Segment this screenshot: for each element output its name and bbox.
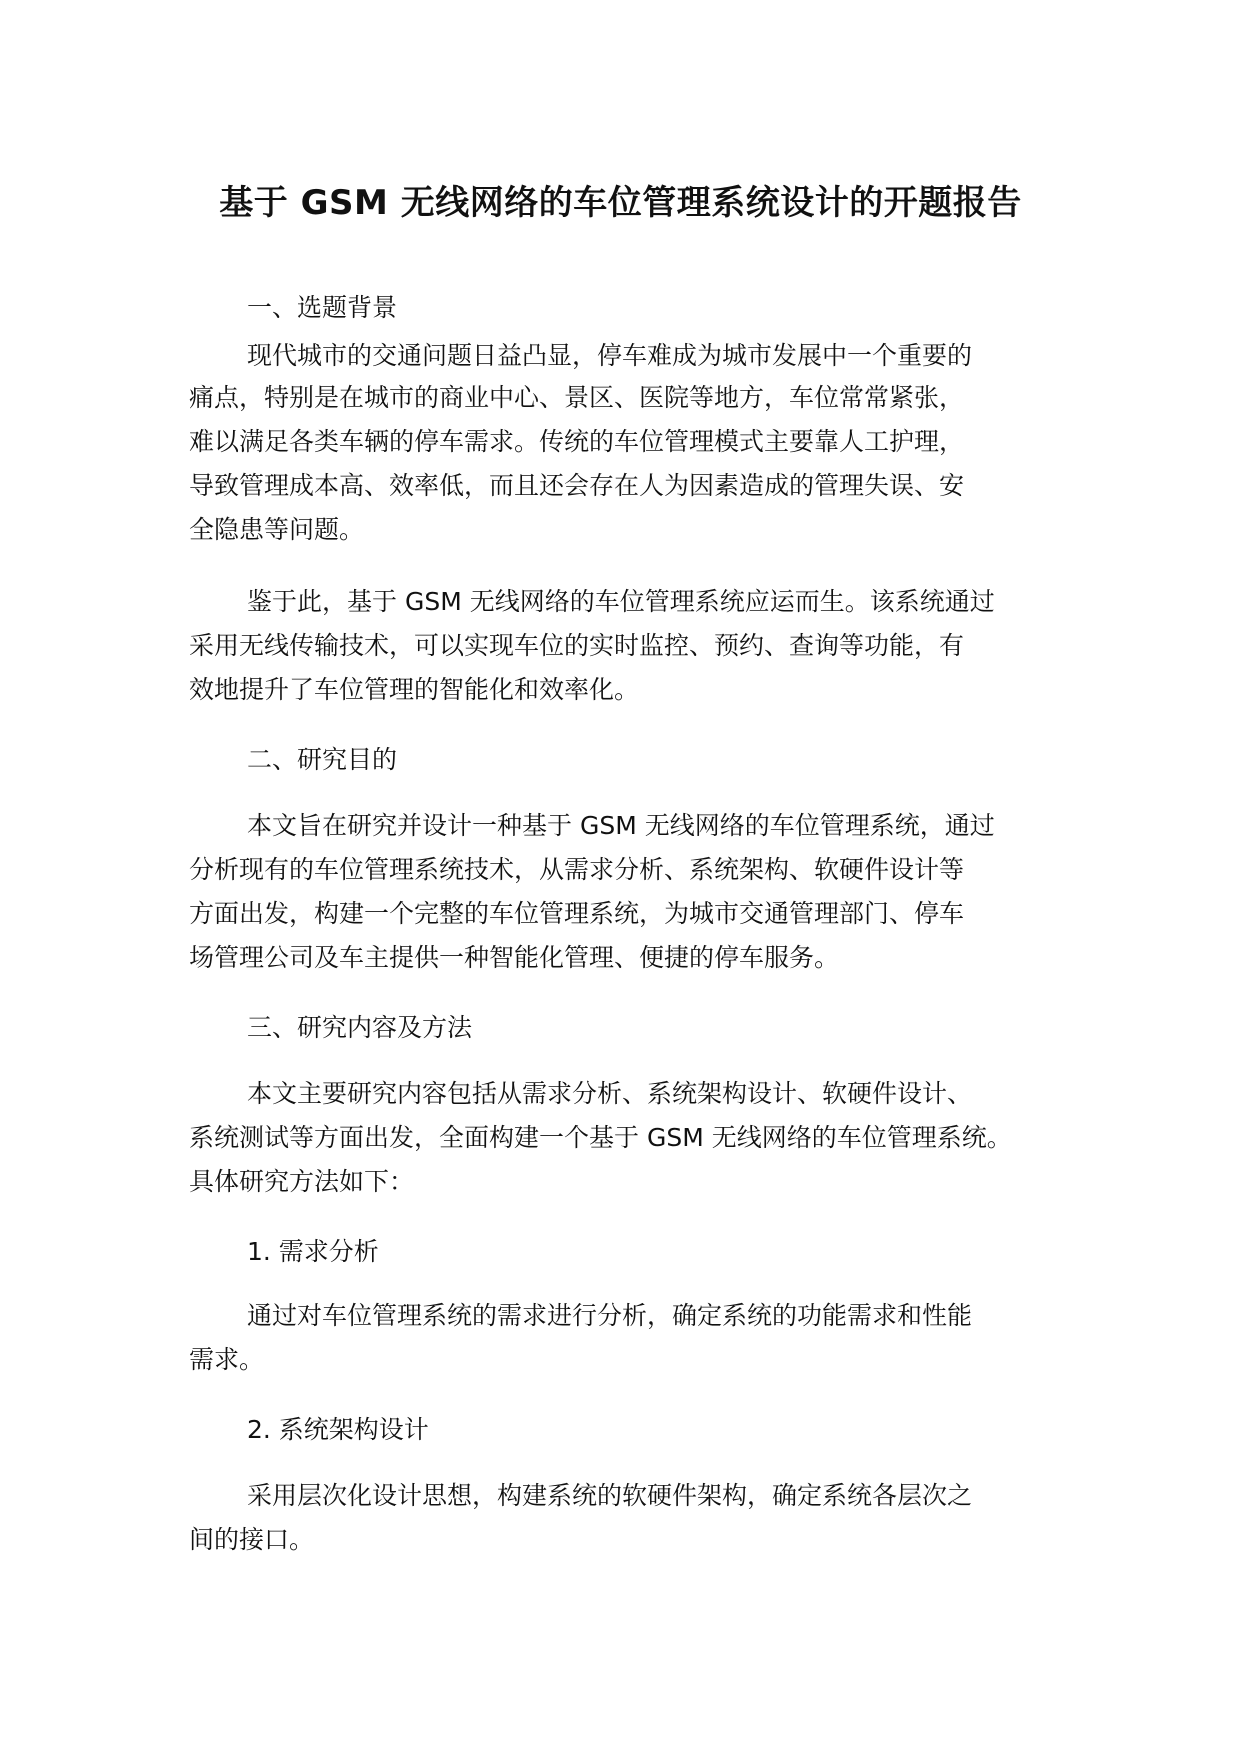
paragraph-line: 场管理公司及车主提供一种智能化管理、便捷的停车服务。 <box>189 943 840 972</box>
paragraph-line: 分析现有的车位管理系统技术，从需求分析、系统架构、软硬件设计等 <box>189 855 965 884</box>
paragraph-line: 痛点，特别是在城市的商业中心、景区、医院等地方，车位常常紧张， <box>189 383 965 412</box>
paragraph-line: 导致管理成本高、效率低，而且还会存在人为因素造成的管理失误、安 <box>189 471 965 500</box>
paragraph-line: 系统测试等方面出发，全面构建一个基于 GSM 无线网络的车位管理系统。 <box>189 1123 1012 1152</box>
paragraph-line: 全隐患等问题。 <box>189 515 365 544</box>
paragraph-line: 本文旨在研究并设计一种基于 GSM 无线网络的车位管理系统，通过 <box>247 811 995 840</box>
paragraph-line: 方面出发，构建一个完整的车位管理系统，为城市交通管理部门、停车 <box>189 899 965 928</box>
section-heading-purpose: 二、研究目的 <box>247 745 398 774</box>
paragraph-line: 效地提升了车位管理的智能化和效率化。 <box>189 675 640 704</box>
paragraph-line: 现代城市的交通问题日益凸显，停车难成为城市发展中一个重要的 <box>247 341 973 370</box>
paragraph-line: 需求。 <box>189 1345 265 1374</box>
subheading-architecture: 2. 系统架构设计 <box>247 1415 429 1444</box>
section-heading-background: 一、选题背景 <box>247 293 398 322</box>
paragraph-line: 鉴于此，基于 GSM 无线网络的车位管理系统应运而生。该系统通过 <box>247 587 995 616</box>
paragraph-line: 通过对车位管理系统的需求进行分析，确定系统的功能需求和性能 <box>247 1301 973 1330</box>
paragraph-line: 间的接口。 <box>189 1525 315 1554</box>
section-heading-content: 三、研究内容及方法 <box>247 1013 473 1042</box>
document-title: 基于 GSM 无线网络的车位管理系统设计的开题报告 <box>219 183 1022 223</box>
paragraph-line: 采用层次化设计思想，构建系统的软硬件架构，确定系统各层次之 <box>247 1481 973 1510</box>
paragraph-line: 具体研究方法如下： <box>189 1167 415 1196</box>
paragraph-line: 采用无线传输技术，可以实现车位的实时监控、预约、查询等功能，有 <box>189 631 965 660</box>
paragraph-line: 本文主要研究内容包括从需求分析、系统架构设计、软硬件设计、 <box>247 1079 973 1108</box>
subheading-requirements: 1. 需求分析 <box>247 1237 379 1266</box>
paragraph-line: 难以满足各类车辆的停车需求。传统的车位管理模式主要靠人工护理， <box>189 427 965 456</box>
